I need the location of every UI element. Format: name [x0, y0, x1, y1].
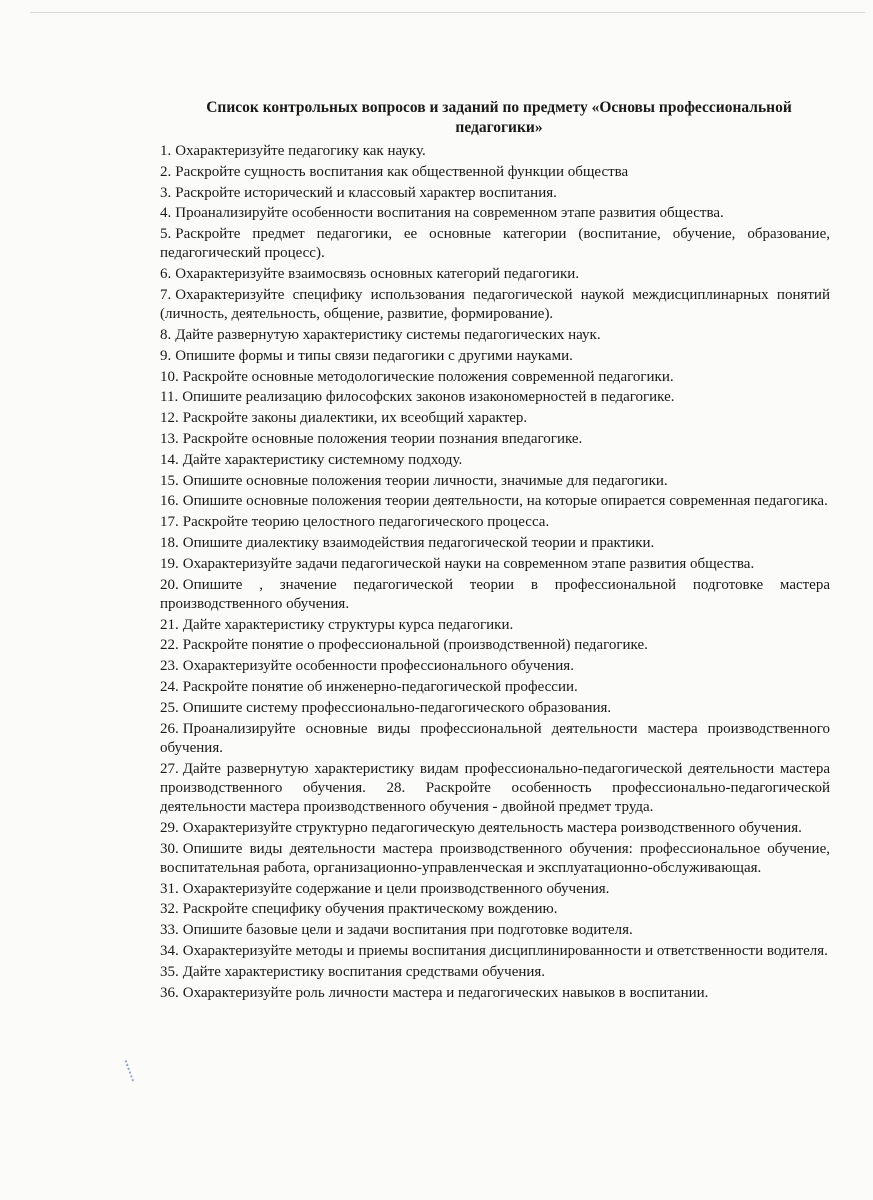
item-number: 4.: [160, 205, 172, 222]
list-item: [160, 555, 830, 574]
item-number: 23.: [160, 658, 179, 675]
item-text: Проанализируйте основные виды профессиональной деятельности мастера производственного обучения.: [160, 720, 830, 756]
item-text: Раскройте исторический и классовый характер воспитания.: [175, 184, 557, 201]
item-number: 15.: [160, 472, 179, 489]
item-number: 26.: [160, 720, 179, 737]
item-text: Раскройте специфику обучения практическому вождению.: [182, 901, 558, 918]
list-item: [160, 388, 830, 407]
item-text: Раскройте понятие о профессиональной (производственной) педагогике.: [182, 637, 648, 654]
list-item: [160, 699, 830, 718]
item-text: Опишите реализацию философских законов изакономерностей в педагогике.: [182, 389, 675, 406]
list-item: [160, 184, 830, 203]
item-text: Охарактеризуйте специфику использования педагогической наукой междисциплинарных понятий (личность, деятельность, общение, развитие, формирование).: [160, 286, 830, 323]
item-number: 10.: [160, 368, 179, 385]
item-number: 17.: [160, 514, 179, 531]
item-number: 1.: [160, 143, 172, 159]
list-item: [160, 513, 830, 532]
list-item: [160, 409, 830, 428]
list-item: [160, 678, 830, 697]
item-text: Опишите виды деятельности мастера производственного обучения: профессиональное обучение, воспитательная работа, организационно-управленческая и эксплуатационно-обслуживающая.: [160, 840, 830, 876]
item-number: 35.: [160, 963, 179, 980]
item-number: 8.: [160, 326, 172, 343]
item-text: Опишите основные положения теории деятельности, на которые опирается современная педагогика.: [182, 493, 828, 510]
scan-mark: [125, 1057, 144, 1082]
list-item: [160, 636, 830, 655]
item-text: Раскройте теорию целостного педагогического процесса.: [182, 514, 550, 531]
item-text: Дайте характеристику системному подходу.: [182, 451, 463, 468]
item-number: 32.: [160, 901, 179, 918]
list-item: [160, 819, 830, 838]
item-text: Охарактеризуйте взаимосвязь основных категорий педагогики.: [175, 266, 580, 283]
item-number: 33.: [160, 922, 179, 939]
list-item: [160, 657, 830, 676]
item-text: Опишите основные положения теории личности, значимые для педагогики.: [182, 472, 668, 489]
item-text: Охарактеризуйте содержание и цели производственного обучения.: [182, 880, 610, 897]
list-item: [160, 326, 830, 345]
item-number: 36.: [160, 984, 179, 1001]
item-number: 24.: [160, 678, 179, 695]
item-text: Опишите формы и типы связи педагогики с другими науками.: [175, 347, 573, 364]
list-item: [160, 900, 830, 919]
item-number: 19.: [160, 555, 179, 572]
item-text: Дайте развернутую характеристику системы педагогических наук.: [175, 326, 601, 343]
item-number: 21.: [160, 616, 179, 633]
item-text: Раскройте предмет педагогики, ее основные категории (воспитание, обучение, образование, педагогический процесс).: [160, 226, 830, 262]
item-number: 18.: [160, 534, 179, 551]
list-item: [160, 225, 830, 263]
item-text: Дайте характеристику структуры курса педагогики.: [182, 616, 514, 633]
list-item: [160, 1004, 830, 1023]
item-text: Опишите базовые цели и задачи воспитания при подготовке водителя.: [182, 922, 633, 939]
item-number: 29.: [160, 819, 179, 836]
list-item: [160, 576, 830, 614]
item-number: 12.: [160, 410, 179, 427]
list-item: [160, 840, 830, 878]
list-item: [160, 286, 830, 324]
questions-list: [160, 142, 830, 1024]
item-text: Раскройте основные положения теории познания впедагогике.: [182, 430, 583, 447]
list-item: [160, 760, 830, 818]
list-item: [160, 880, 830, 899]
document-body: [160, 98, 830, 1025]
list-item: [160, 921, 830, 940]
item-text: Раскройте понятие об инженерно-педагогической профессии.: [182, 678, 578, 695]
item-number: 22.: [160, 637, 179, 654]
item-text: Раскройте основные методологические положения современной педагогики.: [182, 368, 674, 385]
item-number: 25.: [160, 699, 179, 716]
item-number: 9.: [160, 347, 172, 364]
item-number: 13.: [160, 430, 179, 447]
document-title: Список контрольных вопросов и заданий по предмету «Основы профессиональной педагогики»: [206, 99, 792, 136]
item-number: 16.: [160, 493, 179, 510]
item-text: Дайте характеристику воспитания средствами обучения.: [182, 963, 546, 980]
item-number: 3.: [160, 184, 172, 201]
item-number: 31.: [160, 880, 179, 897]
item-text: Охарактеризуйте структурно педагогическую деятельность мастера роизводственного обучения.: [182, 819, 802, 836]
list-item: [160, 204, 830, 223]
list-item: [160, 472, 830, 491]
item-text: Охарактеризуйте роль личности мастера и педагогических навыков в воспитании.: [182, 984, 709, 1001]
item-text: Опишите систему профессионально-педагогического образования.: [182, 699, 612, 716]
item-text: Опишите диалектику взаимодействия педагогической теории и практики.: [182, 534, 655, 551]
list-item: [160, 616, 830, 635]
item-number: 11.: [160, 389, 179, 406]
item-number: 30.: [160, 840, 179, 857]
list-item: [160, 163, 830, 182]
item-text: Раскройте сущность воспитания как общественной функции общества: [175, 163, 629, 180]
item-text: Раскройте законы диалектики, их всеобщий характер.: [182, 410, 528, 427]
list-item: [160, 492, 830, 511]
list-item: [160, 534, 830, 553]
list-item: [160, 451, 830, 470]
item-text: Опишите , значение педагогической теории в профессиональной подготовке мастера производственного обучения.: [160, 576, 830, 612]
item-number: 7.: [160, 286, 172, 303]
item-text: Охарактеризуйте методы и приемы воспитания дисциплинированности и ответственности водителя.: [182, 942, 828, 959]
item-number: 27.: [160, 760, 179, 777]
list-item: [160, 347, 830, 366]
item-number: 14.: [160, 451, 179, 468]
scan-edge-line: [30, 12, 865, 13]
item-number: 34.: [160, 942, 179, 959]
list-item: [160, 984, 830, 1003]
item-text: Охарактеризуйте задачи педагогической науки на современном этапе развития общества.: [182, 555, 755, 572]
list-item: [160, 942, 830, 961]
list-item: [160, 430, 830, 449]
list-item: [160, 963, 830, 982]
item-number: 5.: [160, 226, 172, 243]
item-text: Охарактеризуйте педагогику как науку.: [175, 143, 426, 159]
item-number: 2.: [160, 163, 172, 180]
list-item: [160, 142, 830, 161]
list-item: [160, 265, 830, 284]
item-text: Охарактеризуйте особенности профессионального обучения.: [182, 658, 574, 675]
list-item: [160, 368, 830, 387]
list-item: [160, 720, 830, 758]
item-number: 6.: [160, 266, 172, 283]
item-text: Проанализируйте особенности воспитания на современном этапе развития общества.: [175, 205, 724, 222]
item-number: 20.: [160, 576, 179, 593]
item-text: Дайте развернутую характеристику видам профессионально-педагогической деятельности мастера производственного обучения. 28. Раскройте особенность профессионально-педагогической деятельности мастера производственного обучения - двойной предмет труда.: [160, 760, 830, 815]
